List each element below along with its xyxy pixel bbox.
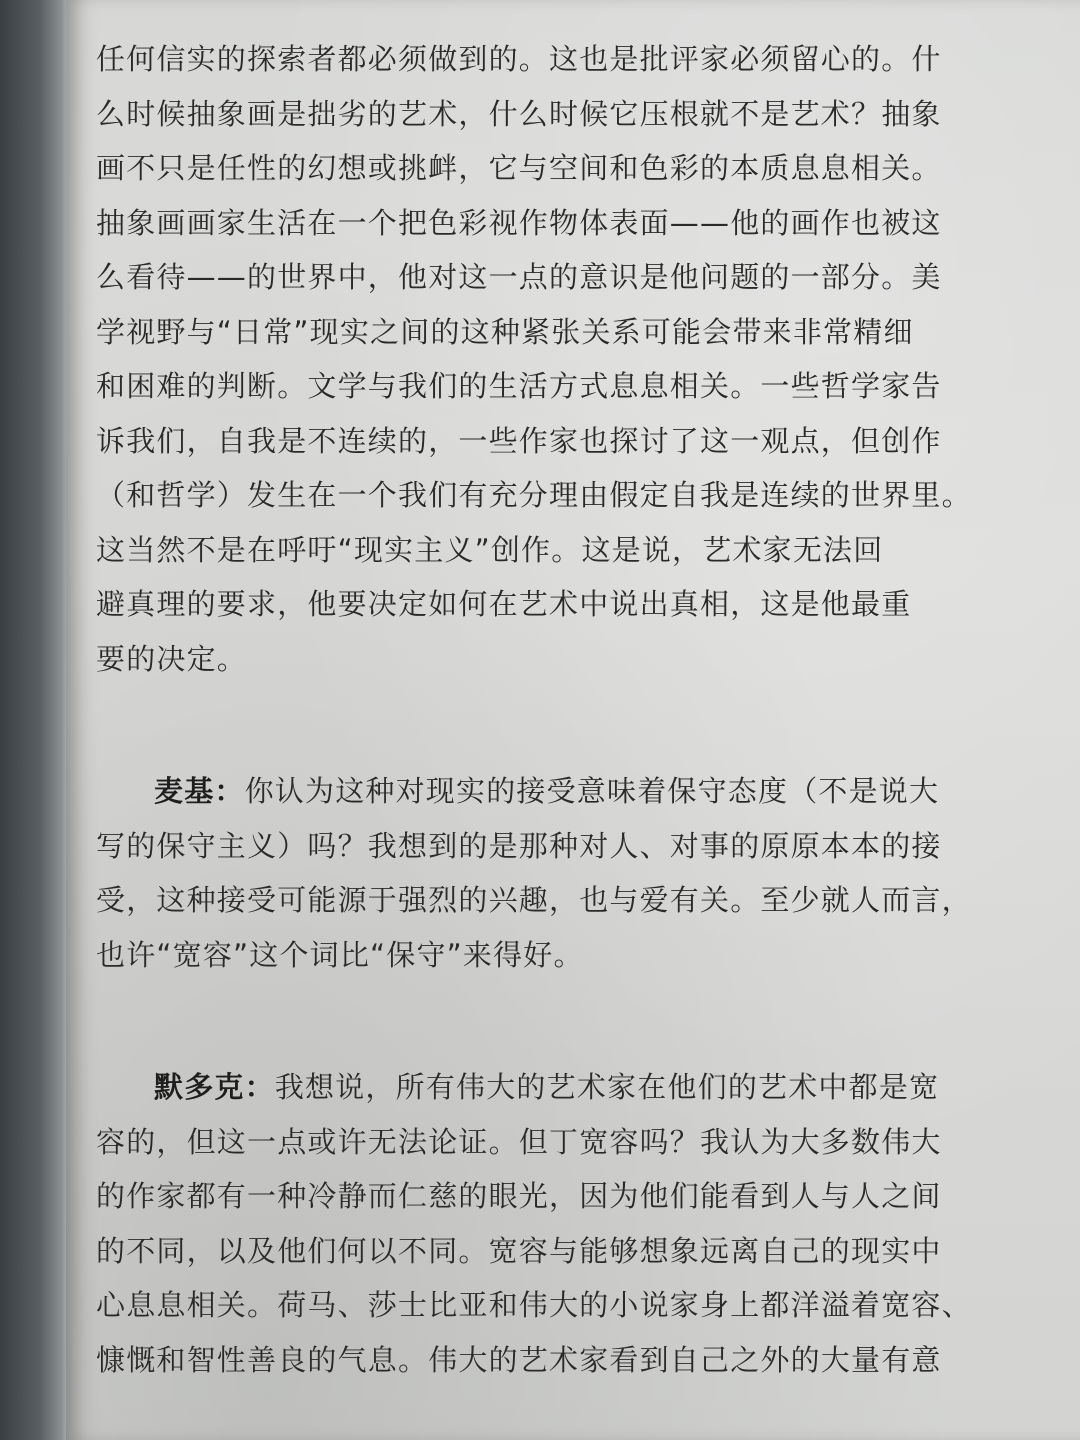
text-line: 这当然不是在呼吁“现实主义”创作。这是说，艺术家无法回	[96, 532, 884, 567]
text-line: 么时候抽象画是拙劣的艺术，什么时候它压根就不是艺术？抽象	[96, 96, 942, 131]
text-line: 任何信实的探索者都必须做到的。这也是批评家必须留心的。什	[96, 42, 942, 76]
book-page	[66, 0, 1080, 1440]
speaker-colon: ：	[214, 774, 245, 808]
text-line: 心息息相关。荷马、莎士比亚和伟大的小说家身上都洋溢着宽容、	[96, 1288, 972, 1322]
speaker-name: 默多克	[154, 1070, 245, 1104]
page-text	[96, 32, 976, 1387]
text-line: （和哲学）发生在一个我们有充分理由假定自我是连续的世界里。	[96, 478, 972, 512]
text-line: 也许“宽容”这个词比“保守”来得好。	[96, 937, 584, 972]
paragraph-2	[96, 764, 976, 982]
text-line: 的作家都有一种冷静而仁慈的眼光，因为他们能看到人与人之间	[96, 1179, 942, 1213]
text-line: 么看待——的世界中，他对这一点的意识是他问题的一部分。美	[96, 260, 942, 294]
text-line: 容的，但这一点或许无法论证。但丁宽容吗？我认为大多数伟大	[96, 1124, 942, 1159]
text-line: 慷慨和智性善良的气息。伟大的艺术家看到自己之外的大量有意	[96, 1342, 942, 1377]
speaker-name: 麦基	[154, 774, 215, 808]
text-line: 抽象画画家生活在一个把色彩视作物体表面——他的画作也被这	[96, 205, 942, 240]
paragraph-spacer	[96, 686, 976, 764]
text-line: 诉我们，自我是不连续的，一些作家也探讨了这一观点，但创作	[96, 423, 942, 458]
text-line: 学视野与“日常”现实之间的这种紧张关系可能会带来非常精细	[96, 314, 914, 349]
paragraph-spacer	[96, 982, 976, 1060]
text-line: 避真理的要求，他要决定如何在艺术中说出真相，这是他最重	[96, 587, 912, 621]
text-line: 受，这种接受可能源于强烈的兴趣，也与爱有关。至少就人而言，	[96, 883, 972, 917]
paragraph-3	[96, 1060, 976, 1387]
text-line: 要的决定。	[96, 641, 248, 676]
text-run: 你认为这种对现实的接受意味着保守态度（不是说大	[244, 774, 940, 808]
text-run: 我想说，所有伟大的艺术家在他们的艺术中都是宽	[274, 1070, 940, 1104]
paragraph-1	[96, 32, 976, 686]
text-line: 画不只是任性的幻想或挑衅，它与空间和色彩的本质息息相关。	[96, 151, 942, 185]
speaker-colon: ：	[244, 1070, 275, 1104]
text-line: 和困难的判断。文学与我们的生活方式息息相关。一些哲学家告	[96, 369, 942, 403]
speaker-line	[96, 764, 976, 819]
text-line: 写的保守主义）吗？我想到的是那种对人、对事的原原本本的接	[96, 828, 942, 863]
speaker-line	[96, 1060, 976, 1115]
text-line: 的不同，以及他们何以不同。宽容与能够想象远离自己的现实中	[96, 1233, 942, 1268]
